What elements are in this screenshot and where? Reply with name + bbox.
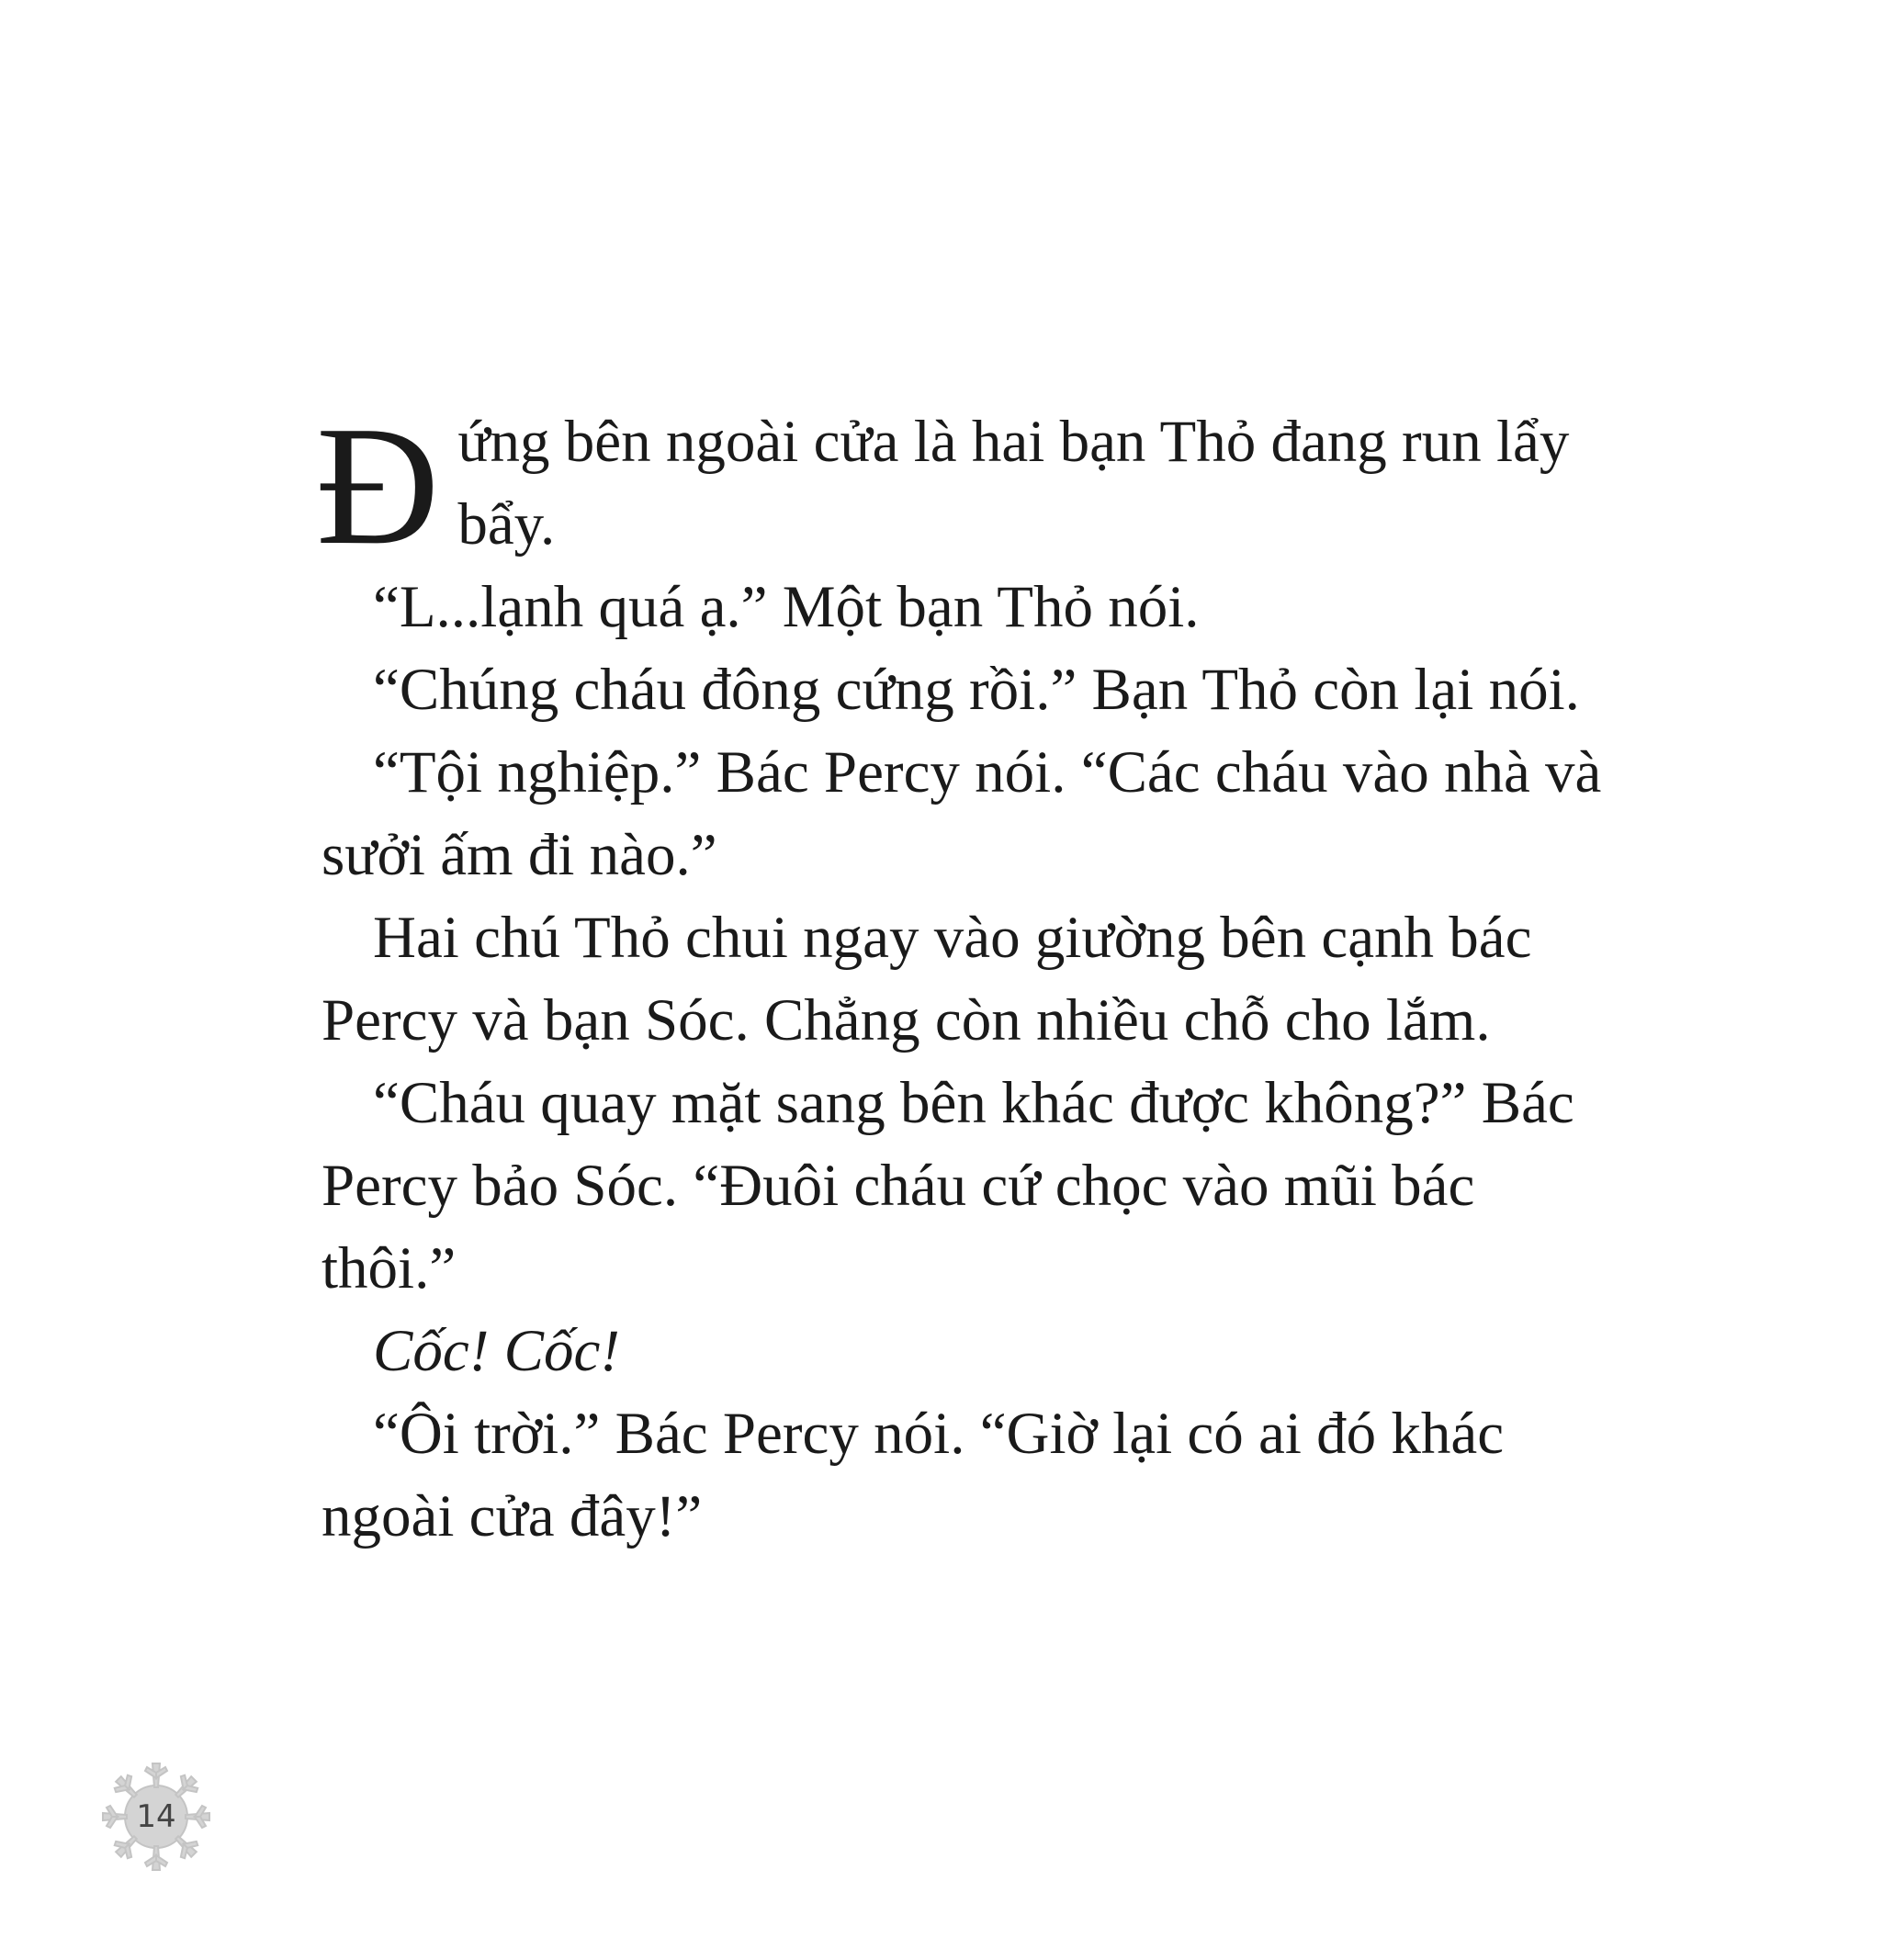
dropcap-letter: Đ [316, 391, 440, 580]
paragraph-1 [316, 391, 1607, 580]
paragraph-6: “Cháu quay mặt sang bên khác được không?” Bác Percy bảo Sóc. “Đuôi cháu cứ chọc vào mũi bác thôi.” [321, 1070, 1574, 1301]
story-text [316, 391, 1607, 1558]
paragraph-8: “Ôi trời.” Bác Percy nói. “Giờ lại có ai đó khác ngoài cửa đây!” [321, 1401, 1505, 1549]
page-number-badge [99, 1760, 213, 1874]
paragraph-7-knock: Cốc! Cốc! [373, 1318, 620, 1384]
paragraph-1-text: ứng bên ngoài cửa là hai bạn Thỏ đang run lẩy bẩy. [457, 409, 1570, 558]
paragraph-4: “Tội nghiệp.” Bác Percy nói. “Các cháu vào nhà và sưởi ấm đi nào.” [321, 739, 1602, 888]
page-number: 14 [136, 1798, 176, 1835]
paragraph-5: Hai chú Thỏ chui ngay vào giường bên cạnh bác Percy và bạn Sóc. Chẳng còn nhiều chỗ cho lắm. [321, 905, 1532, 1053]
paragraph-2: “L...lạnh quá ạ.” Một bạn Thỏ nói. [373, 574, 1200, 640]
paragraph-3: “Chúng cháu đông cứng rồi.” Bạn Thỏ còn lại nói. [373, 657, 1580, 723]
